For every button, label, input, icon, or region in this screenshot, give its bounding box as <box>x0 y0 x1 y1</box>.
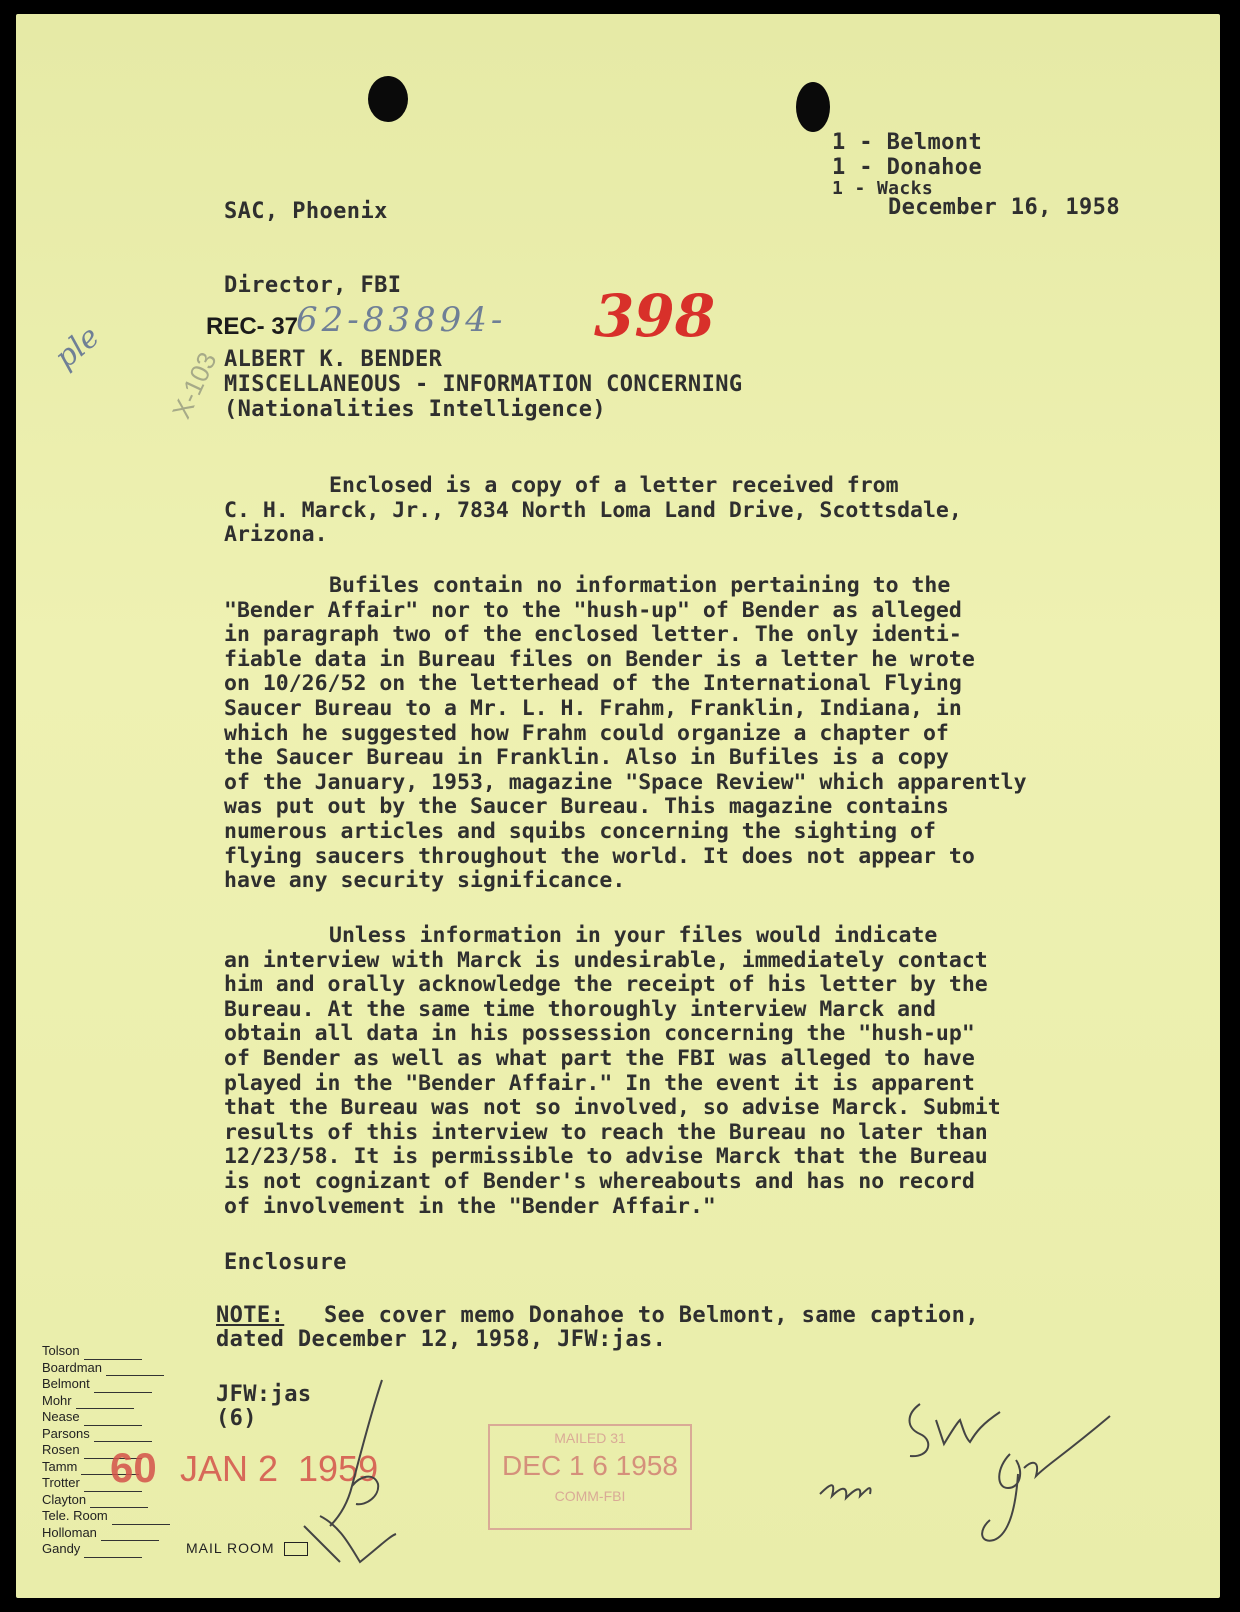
routing-item: Trotter <box>42 1475 170 1492</box>
routing-item: Nease <box>42 1409 170 1426</box>
from-line: Director, FBI <box>224 273 402 298</box>
routing-item: Tolson <box>42 1343 170 1360</box>
distribution-item: 1 - Wacks <box>832 178 934 199</box>
received-stamp-date: JAN 2 1959 <box>180 1448 379 1489</box>
routing-item: Tele. Room <box>42 1508 170 1525</box>
punch-hole-left <box>368 76 408 122</box>
body-paragraph: Unless information in your files would indicate an interview with Marck is undesirable, immediately contact him and orally acknowledge the receipt of his letter by the Bureau. At the same time thoroughly interview Marck and obtain all data in his possession concerning the "hush-up" of Bender as well as what part the FBI was alleged to have played in the "Bender Affair." In the event it is apparent that the Bureau was not so involved, so advise Marck. Submit results of this interview to reach the Bureau no later than 12/23/58. It is permissible to advise Marck that the Bureau is not cognizant of Bender's whereabouts and has no record of involvement in the "Bender Affair." <box>224 923 1001 1219</box>
typist-initials: JFW:jas <box>216 1382 312 1407</box>
received-stamp-number: 60 <box>110 1444 157 1491</box>
note-label: NOTE: <box>216 1303 285 1328</box>
copies-count: (6) <box>216 1406 257 1431</box>
subject-line: MISCELLANEOUS - INFORMATION CONCERNING <box>224 372 743 397</box>
subject-line: (Nationalities Intelligence) <box>224 397 607 422</box>
routing-item: Parsons <box>42 1426 170 1443</box>
body-paragraph: Enclosed is a copy of a letter received from C. H. Marck, Jr., 7834 North Loma Land Drive, Scottsdale, Arizona. <box>224 473 962 548</box>
distribution-item: 1 - Donahoe <box>832 155 983 180</box>
handwritten-check-mark <box>290 1376 420 1576</box>
routing-item: Gandy <box>42 1541 170 1558</box>
mail-room-label: MAIL ROOM <box>186 1540 308 1556</box>
mailed-stamp <box>488 1424 692 1530</box>
routing-item: Rosen <box>42 1442 170 1459</box>
file-number-handwritten: 62-83894- <box>296 300 507 340</box>
routing-item: Holloman <box>42 1525 170 1542</box>
subject-line: ALBERT K. BENDER <box>224 347 443 372</box>
enclosure-label: Enclosure <box>224 1250 347 1275</box>
margin-stamp: X-103 <box>165 347 223 424</box>
routing-item: Mohr <box>42 1393 170 1410</box>
routing-item: Belmont <box>42 1376 170 1393</box>
mailed-stamp-top: MAILED 31 <box>554 1430 626 1446</box>
routing-item: Clayton <box>42 1492 170 1509</box>
mailed-stamp-date: DEC 1 6 1958 <box>502 1450 678 1481</box>
distribution-item: 1 - Belmont <box>832 130 983 155</box>
rec-stamp: REC- 37 <box>206 313 299 340</box>
to-line: SAC, Phoenix <box>224 199 388 224</box>
subject-block <box>224 347 743 422</box>
memo-date: December 16, 1958 <box>888 195 1120 220</box>
routing-item: Boardman <box>42 1360 170 1377</box>
routing-item: Tamm <box>42 1459 170 1476</box>
body-paragraph: Bufiles contain no information pertaining to the "Bender Affair" nor to the "hush-up" of Bender as alleged in paragraph two of the enclosed letter. The only identi- fiable data in Bureau files on Bender is a letter he wrote on 10/26/52 on the letterhead of the International Flying Saucer Bureau to a Mr. L. H. Frahm, Franklin, Indiana, in which he suggested how Frahm could organize a chapter of the Saucer Bureau in Franklin. Also in Bufiles is a copy of the January, 1953, magazine "Space Review" which apparently was put out by the Saucer Bureau. This magazine contains numerous articles and squibs concerning the sighting of flying saucers throughout the world. It does not appear to have any security significance. <box>224 573 1027 894</box>
margin-initials: ple <box>48 319 107 376</box>
serial-number-handwritten: 398 <box>594 282 716 350</box>
distribution-list <box>832 130 982 198</box>
mailed-stamp-bottom: COMM-FBI <box>554 1488 626 1504</box>
handwritten-signature <box>810 1384 1140 1554</box>
punch-hole-right <box>796 82 830 132</box>
note-text: See cover memo Donahoe to Belmont, same caption, dated December 12, 1958, JFW:jas. <box>216 1303 979 1352</box>
